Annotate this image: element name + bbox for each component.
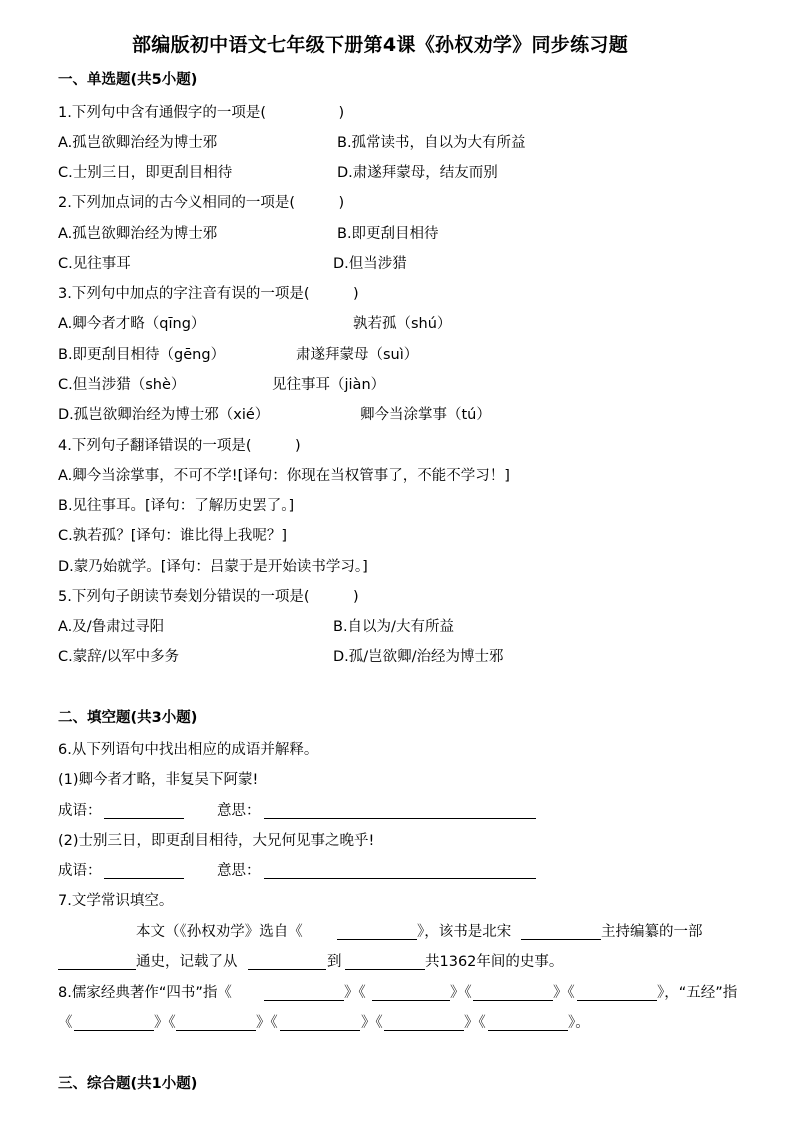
section-heading-fill-in: 二、填空题(共3小题) <box>58 710 198 726</box>
q6-1-idiom-label: 成语： <box>58 803 102 819</box>
q8-line2-end: 》。 <box>568 1015 590 1031</box>
q8-four-books-blank-2[interactable] <box>372 1000 450 1001</box>
q7-line1-part-a: 本文（《孙权劝学》选自《 <box>136 924 303 940</box>
q5-option-b: B.自以为/大有所益 <box>333 619 454 635</box>
q3-option-a-second: 孰若孤（shú） <box>353 316 452 332</box>
q3-option-d-second: 卿今当涂掌事（tú） <box>360 407 491 423</box>
question-5-stem: 5.下列句子朗读节奏划分错误的一项是( ) <box>58 589 359 605</box>
q8-sep-7: 》《 <box>464 1015 486 1031</box>
question-1-stem: 1.下列句中含有通假字的一项是( ) <box>58 105 345 121</box>
q2-option-c: C.见往事耳 <box>58 256 131 272</box>
q6-1-meaning-label: 意思： <box>217 803 261 819</box>
q8-sep-1: 》《 <box>344 985 366 1001</box>
q2-option-a: A.孤岂欲卿治经为博士邪 <box>58 226 218 242</box>
q3-option-c-second: 见往事耳（jiàn） <box>272 377 386 393</box>
q7-to-blank[interactable] <box>345 969 425 970</box>
q2-option-d: D.但当涉猎 <box>333 256 407 272</box>
q3-option-d: D.孤岂欲卿治经为博士邪（xié） <box>58 407 270 423</box>
q6-2-meaning-label: 意思： <box>217 863 261 879</box>
q8-sep-5: 》《 <box>256 1015 278 1031</box>
q8-four-books-blank-1[interactable] <box>264 1000 344 1001</box>
q2-option-b: B.即更刮目相待 <box>337 226 439 242</box>
question-3-stem: 3.下列句中加点的字注音有误的一项是( ) <box>58 286 359 302</box>
q8-five-classics-blank-5[interactable] <box>488 1030 568 1031</box>
q4-option-d: D.蒙乃始就学。[译句：吕蒙于是开始读书学习。] <box>58 559 368 575</box>
page-title: 部编版初中语文七年级下册第4课《孙权劝学》同步练习题 <box>131 34 629 56</box>
q3-option-c: C.但当涉猎（shè） <box>58 377 186 393</box>
q4-option-a: A.卿今当涂掌事，不可不学![译句：你现在当权管事了，不能不学习！] <box>58 468 510 484</box>
q8-line1-start: 8.儒家经典著作“四书”指《 <box>58 985 232 1001</box>
q8-four-books-blank-3[interactable] <box>473 1000 553 1001</box>
q4-option-b: B.见往事耳。[译句：了解历史罢了。] <box>58 498 295 514</box>
q6-1-idiom-blank[interactable] <box>104 818 184 819</box>
q5-option-d: D.孤/岂欲卿/治经为博士邪 <box>333 649 504 665</box>
section-heading-comprehensive: 三、综合题(共1小题) <box>58 1076 198 1092</box>
q7-line2-part-c: 共1362年间的史事。 <box>425 954 564 970</box>
question-4-stem: 4.下列句子翻译错误的一项是( ) <box>58 438 301 454</box>
q6-part-2: (2)士别三日，即更刮目相待，大兄何见事之晚乎! <box>58 833 375 849</box>
q4-option-c: C.孰若孤？[译句：谁比得上我呢？] <box>58 528 288 544</box>
q7-history-type-blank[interactable] <box>58 969 136 970</box>
q7-book-blank[interactable] <box>337 939 417 940</box>
question-2-stem: 2.下列加点词的古今义相同的一项是( ) <box>58 195 345 211</box>
q8-five-classics-blank-2[interactable] <box>176 1030 256 1031</box>
q5-option-c: C.蒙辞/以军中多务 <box>58 649 180 665</box>
q6-2-idiom-blank[interactable] <box>104 878 184 879</box>
q7-editor-blank[interactable] <box>521 939 601 940</box>
q8-sep-6: 》《 <box>361 1015 383 1031</box>
q8-five-classics-blank-3[interactable] <box>280 1030 360 1031</box>
q8-five-classics-blank-4[interactable] <box>384 1030 464 1031</box>
q8-five-classics-blank-1[interactable] <box>74 1030 154 1031</box>
q8-sep-3: 》《 <box>553 985 575 1001</box>
question-6-stem: 6.从下列语句中找出相应的成语并解释。 <box>58 742 319 758</box>
section-heading-single-choice: 一、单选题(共5小题) <box>58 72 198 88</box>
q3-option-a: A.卿今者才略（qīng） <box>58 316 206 332</box>
q8-sep-4: 》《 <box>154 1015 176 1031</box>
q7-line2-part-b: 到 <box>327 954 342 970</box>
q3-option-b-second: 肃遂拜蒙母（suì） <box>296 347 419 363</box>
q5-option-a: A.及/鲁肃过寻阳 <box>58 619 165 635</box>
q6-2-meaning-blank[interactable] <box>264 878 536 879</box>
q8-line2-start: 《 <box>58 1015 73 1031</box>
q1-option-b: B.孤常读书，自以为大有所益 <box>337 135 526 151</box>
q7-from-blank[interactable] <box>248 969 326 970</box>
q7-line2-part-a: 通史，记载了从 <box>136 954 238 970</box>
q8-four-books-blank-4[interactable] <box>577 1000 657 1001</box>
q1-option-c: C.士别三日，即更刮目相待 <box>58 165 233 181</box>
q7-line1-part-b: 》，该书是北宋 <box>417 924 512 940</box>
q6-part-1: (1)卿今者才略，非复吴下阿蒙! <box>58 772 259 788</box>
q8-sep-2: 》《 <box>450 985 472 1001</box>
q7-line1-part-c: 主持编纂的一部 <box>601 924 703 940</box>
q6-2-idiom-label: 成语： <box>58 863 102 879</box>
question-7-stem: 7.文学常识填空。 <box>58 893 174 909</box>
q1-option-a: A.孤岂欲卿治经为博士邪 <box>58 135 218 151</box>
q3-option-b: B.即更刮目相待（gēng） <box>58 347 226 363</box>
q1-option-d: D.肃遂拜蒙母，结友而别 <box>337 165 498 181</box>
q6-1-meaning-blank[interactable] <box>264 818 536 819</box>
q8-line1-end: 》，“五经”指 <box>657 985 738 1001</box>
